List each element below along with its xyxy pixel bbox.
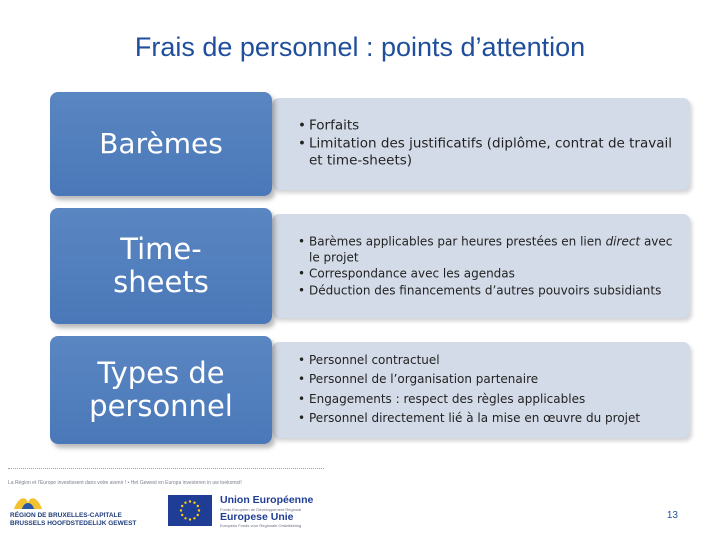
topic-label-line: sheets: [113, 265, 209, 299]
topic-row-baremes: [50, 92, 690, 196]
bullet-list: [298, 234, 680, 299]
eu-name-fr: Union Européenne: [220, 494, 314, 506]
eu-star-icon: [189, 500, 191, 502]
footer-divider: [8, 468, 324, 469]
bullet-item: • Personnel de l’organisation partenaire: [298, 371, 680, 390]
eu-fund-fr: Fonds Européen de Développement Régional: [220, 506, 302, 512]
iris-logo-icon: [12, 493, 44, 511]
region-name: [10, 512, 136, 528]
bullet-item: • Personnel directement lié à la mise en œuvre du projet: [298, 409, 680, 428]
footer-caption: La Région et l’Europe investissent dans votre avenir ! • Het Gewest en Europa investeren in uw toekomst!: [8, 480, 242, 486]
eu-star-icon: [193, 502, 195, 504]
topic-label-line: personnel: [89, 389, 233, 423]
topic-details: [272, 214, 690, 318]
footer: [0, 468, 720, 540]
topic-label: [50, 336, 272, 444]
eu-star-icon: [197, 505, 199, 507]
topic-row-types-personnel: [50, 336, 690, 444]
emphasis-word: direct: [605, 234, 641, 249]
bullet-item: • Barèmes applicables par heures prestées en lien direct avec le projet: [298, 234, 680, 266]
topic-label: [50, 92, 272, 196]
topic-label-line: Barèmes: [99, 126, 223, 160]
slide-number: 13: [666, 510, 678, 521]
eu-star-icon: [184, 502, 186, 504]
bullet-item: • Personnel contractuel: [298, 351, 680, 370]
topic-row-timesheets: [50, 208, 690, 324]
eu-flag-icon: [168, 495, 212, 526]
bullet-list: [298, 118, 680, 171]
eu-names: [220, 495, 330, 528]
eu-star-icon: [184, 517, 186, 519]
eu-star-icon: [181, 505, 183, 507]
bullet-item: • Déduction des financements d’autres pouvoirs subsidiants: [298, 282, 680, 298]
eu-star-icon: [189, 518, 191, 520]
topic-label-line: Types de: [97, 355, 225, 390]
region-name-line: BRUSSELS HOOFDSTEDELIJK GEWEST: [10, 519, 137, 527]
eu-star-icon: [197, 514, 199, 516]
eu-star-icon: [181, 514, 183, 516]
bullet-list: [298, 351, 680, 429]
topic-label: [50, 208, 272, 324]
eu-star-icon: [198, 509, 200, 511]
eu-star-icon: [193, 517, 195, 519]
bullet-item: • Engagements : respect des règles applicables: [298, 390, 680, 409]
bullet-item: • Forfaits: [298, 118, 680, 136]
topic-details: [272, 98, 690, 190]
region-name-line: RÉGION DE BRUXELLES-CAPITALE: [10, 512, 122, 519]
bullet-item: • Limitation des justificatifs (diplôme, contrat de travail et time-sheets): [298, 135, 680, 170]
topic-details: [272, 342, 690, 438]
bullet-item: • Correspondance avec les agendas: [298, 266, 680, 282]
eu-name-nl: Europese Unie: [220, 510, 294, 523]
slide-title: Frais de personnel : points d’attention: [134, 32, 586, 62]
eu-fund-nl: Europees Fonds voor Regionale Ontwikkeling: [220, 523, 302, 529]
topic-label-line: Time-: [120, 231, 202, 266]
eu-star-icon: [180, 509, 182, 511]
